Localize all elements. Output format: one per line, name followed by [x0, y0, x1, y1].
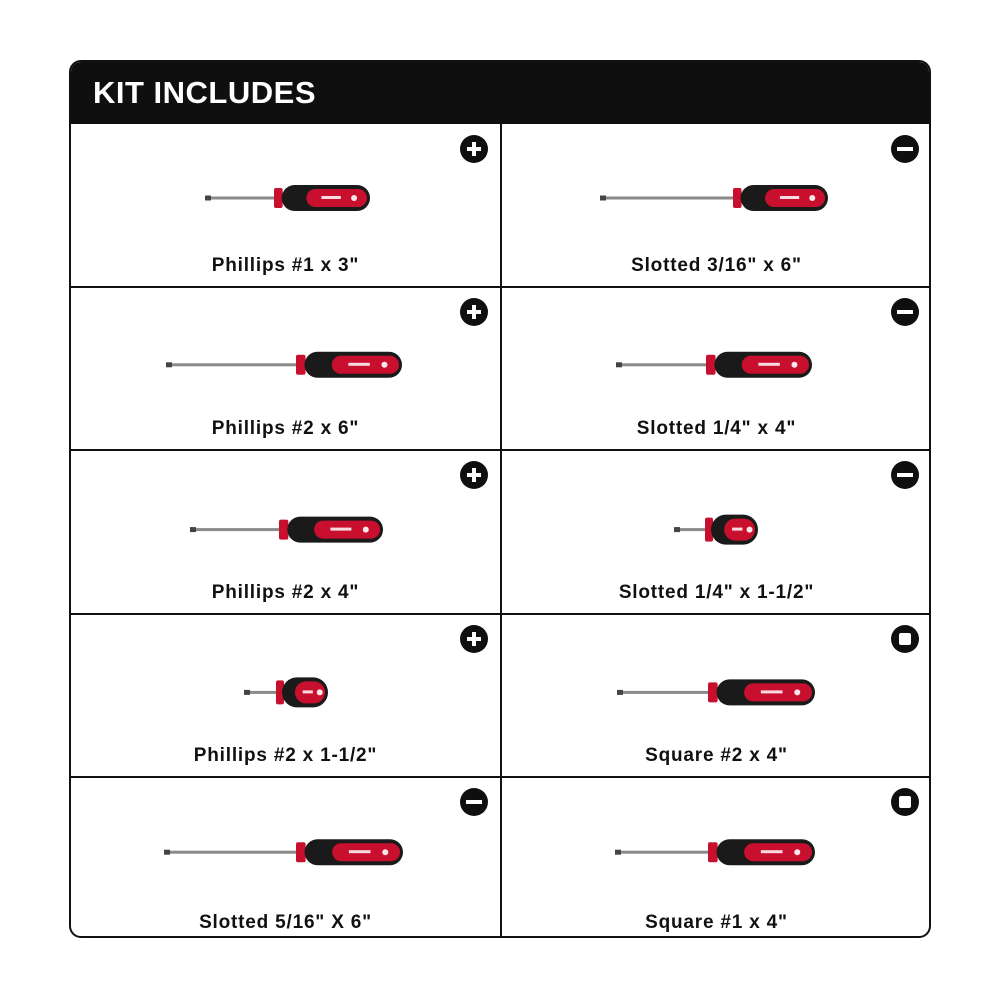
kit-item-label: Phillips #1 x 3" [211, 255, 360, 277]
kit-item-label: Slotted 3/16" x 6" [631, 255, 802, 277]
kit-item [71, 287, 500, 450]
kit-item-label: Slotted 1/4" x 1-1/2" [618, 581, 815, 603]
kit-item-label: Phillips #2 x 4" [211, 581, 360, 603]
kit-grid [71, 124, 929, 936]
kit-header [71, 62, 929, 124]
grid-divider-horizontal [71, 613, 929, 615]
kit-item [502, 614, 931, 777]
kit-item-label: Phillips #2 x 6" [211, 418, 360, 440]
kit-item-label: Slotted 1/4" x 4" [636, 418, 797, 440]
kit-item-label: Phillips #2 x 1-1/2" [193, 744, 378, 766]
kit-item-label: Slotted 5/16" X 6" [199, 911, 372, 933]
grid-divider-horizontal [71, 286, 929, 288]
kit-item [71, 124, 500, 287]
kit-item-label: Square #2 x 4" [645, 744, 788, 766]
grid-divider-horizontal [71, 776, 929, 778]
kit-item [71, 777, 500, 938]
kit-item [71, 614, 500, 777]
kit-item [71, 450, 500, 613]
kit-title: KIT INCLUDES [93, 75, 316, 110]
kit-includes-panel [69, 60, 931, 938]
grid-divider-horizontal [71, 449, 929, 451]
kit-item [502, 450, 931, 613]
kit-item [502, 287, 931, 450]
kit-item [502, 777, 931, 938]
kit-item [502, 124, 931, 287]
kit-item-label: Square #1 x 4" [645, 911, 788, 933]
